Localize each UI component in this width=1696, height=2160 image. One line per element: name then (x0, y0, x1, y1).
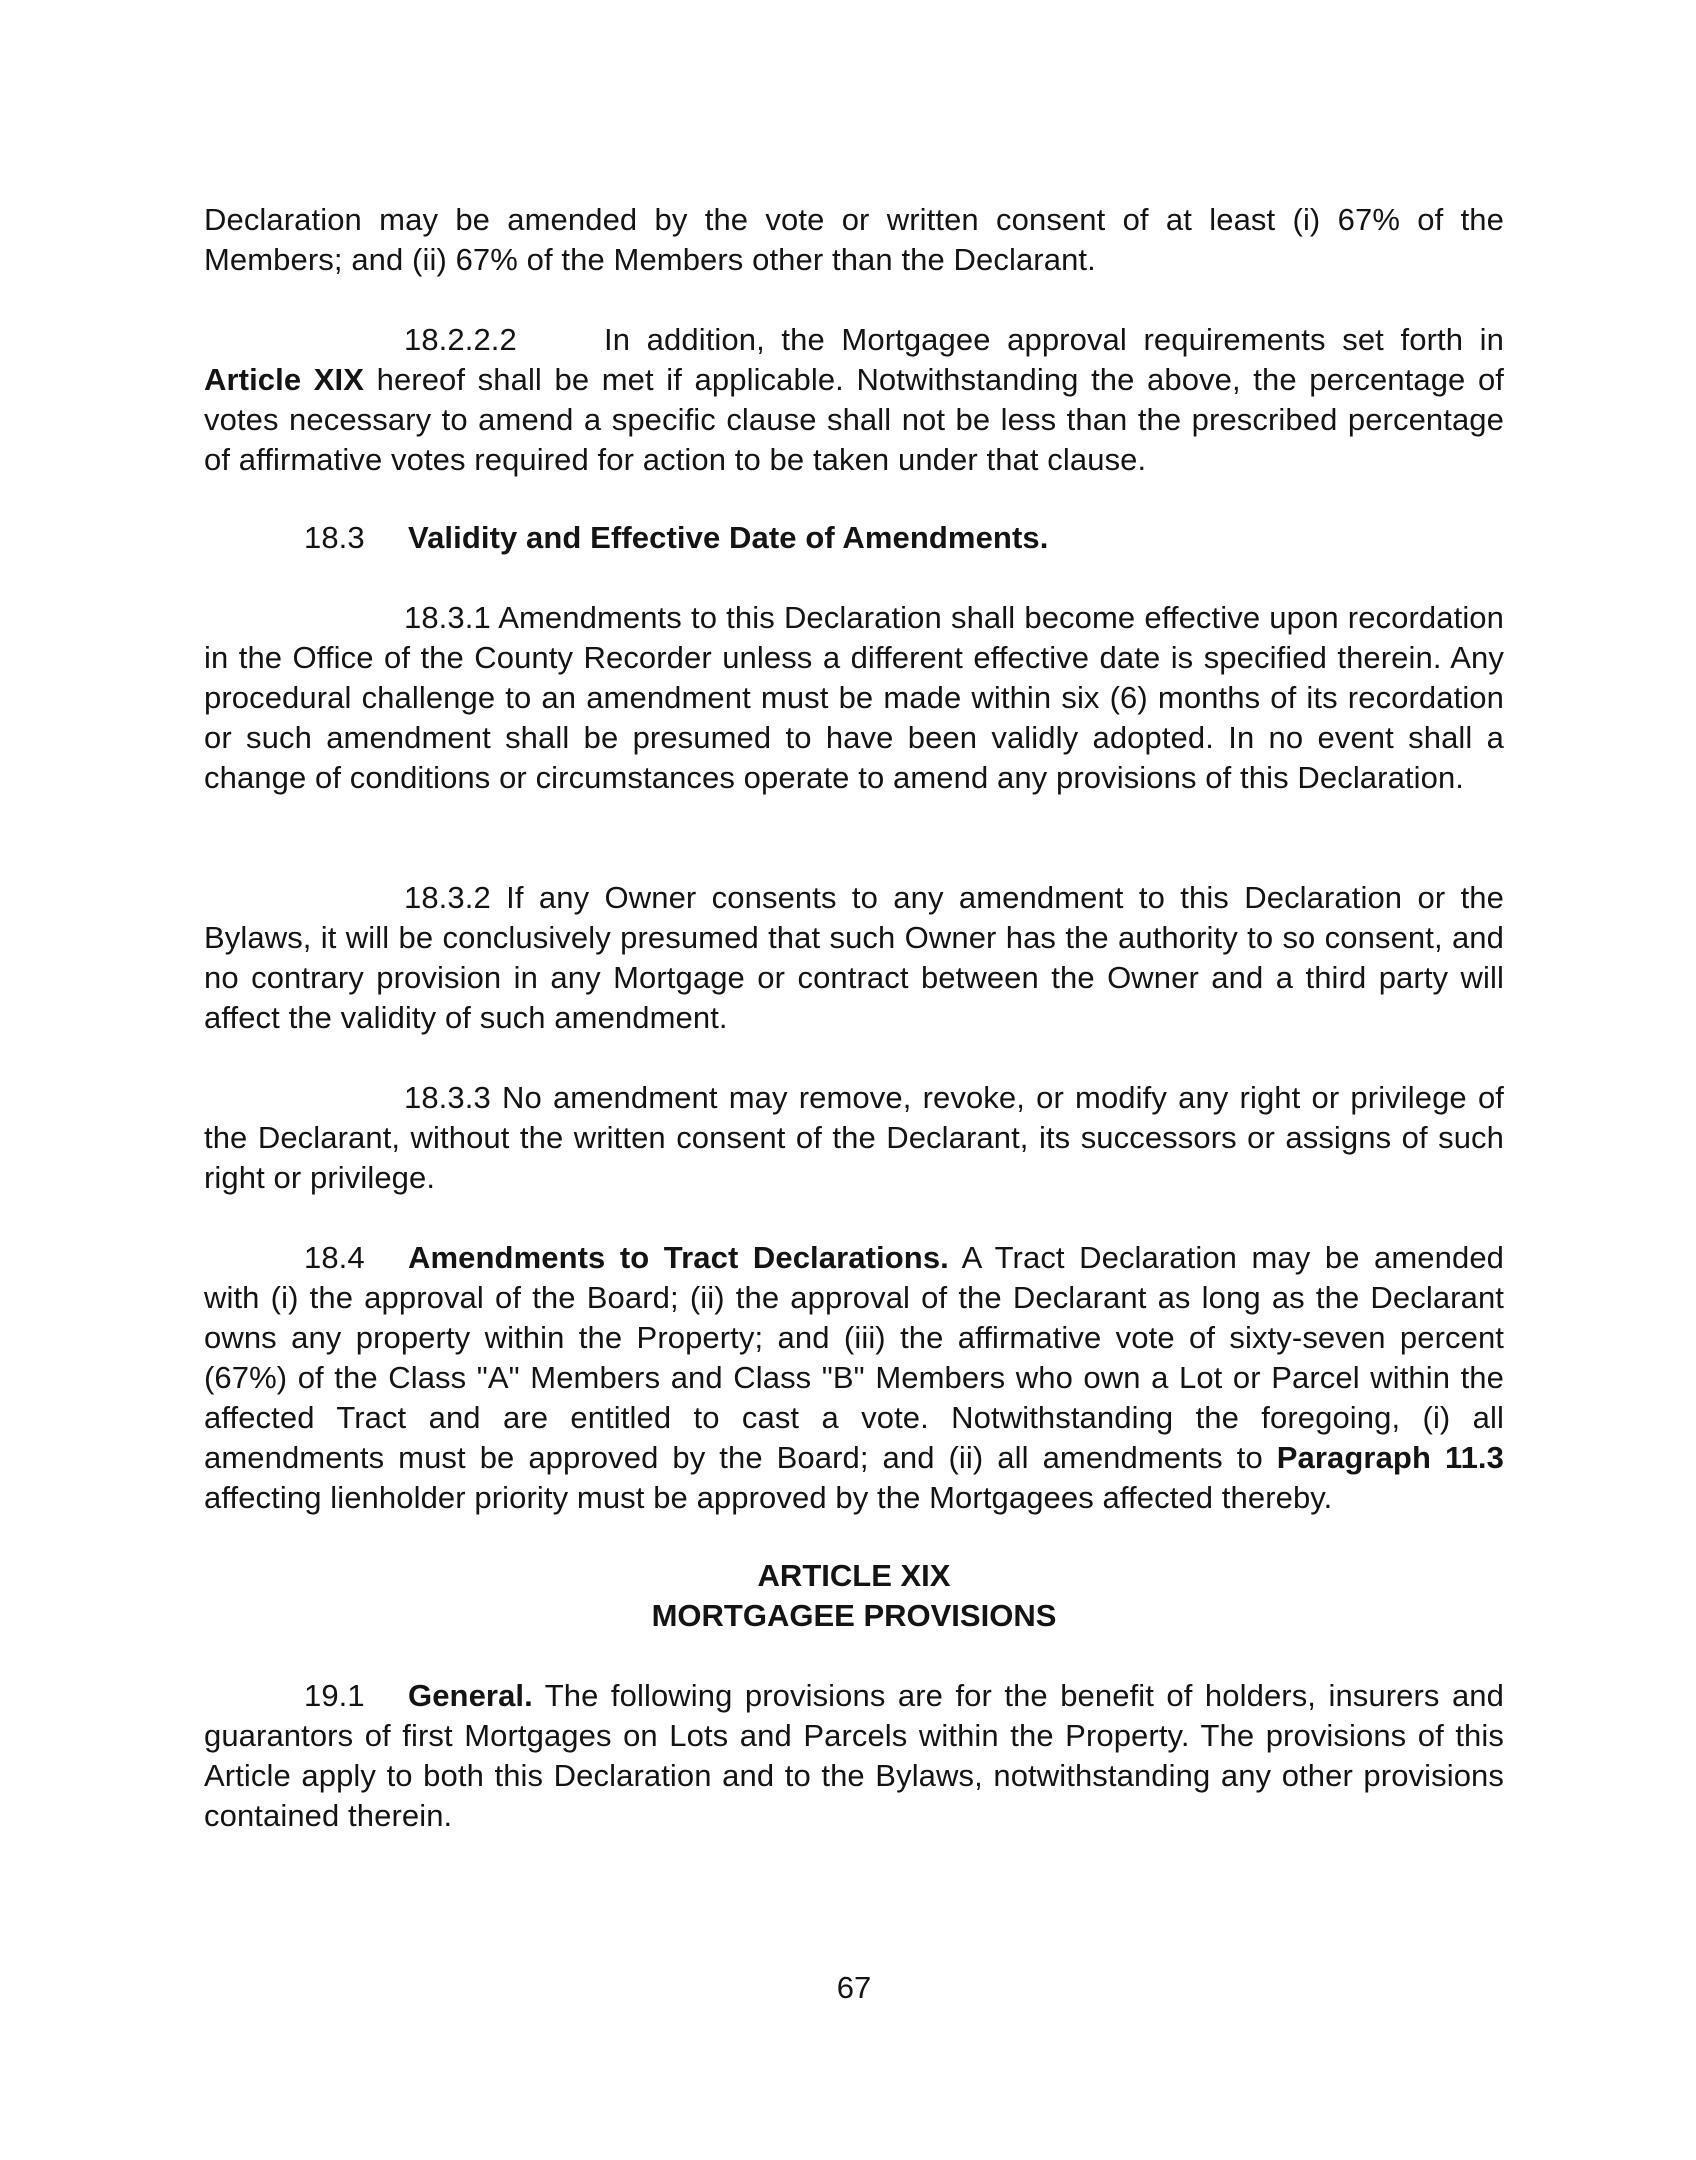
paragraph-text: A Tract Declaration may be amended with (i) the approval of the Board; (ii) the approval of the Declarant as long as the Declarant owns any property within the Property; and (iii) the affirmative vote of sixty-seven percent (67%) of the Class "A" Members and Class "B" Members who own a Lot or Parcel within the affected Tract and are entitled to cast a vote. Notwithstanding the foregoing, (i) all amendments must be approved by the Board; and (ii) all amendments to (204, 1240, 1504, 1475)
section-number: 18.3.1 (404, 600, 491, 635)
paragraph-18-3-3 (204, 1078, 1504, 1198)
paragraph-18-2-2-2 (204, 320, 1504, 480)
section-title: Amendments to Tract Declarations. (408, 1240, 949, 1275)
section-number: 18.2.2.2 (404, 322, 517, 357)
paragraph-intro (204, 200, 1504, 280)
section-title: Validity and Effective Date of Amendments. (408, 520, 1049, 555)
section-number: 18.3 (304, 520, 365, 555)
paragraph-text: If any Owner consents to any amendment to this Declaration or the Bylaws, it will be conclusively presumed that such Owner has the authority to so consent, and no contrary provision in any Mortgage or contract between the Owner and a third party will affect the validity of such amendment. (204, 880, 1504, 1035)
article-number: ARTICLE XIX (757, 1558, 951, 1593)
section-heading-18-3 (204, 518, 1504, 558)
paragraph-text: No amendment may remove, revoke, or modify any right or privilege of the Declarant, without the written consent of the Declarant, its successors or assigns of such right or privilege. (204, 1080, 1504, 1195)
paragraph-text: affecting lienholder priority must be approved by the Mortgagees affected thereby. (204, 1480, 1333, 1515)
paragraph-text: hereof shall be met if applicable. Notwithstanding the above, the percentage of votes necessary to amend a specific clause shall not be less than the prescribed percentage of affirmative votes required for action to be taken under that clause. (204, 362, 1504, 477)
section-title: General. (408, 1678, 533, 1713)
section-number: 19.1 (304, 1678, 365, 1713)
paragraph-intro-text: Declaration may be amended by the vote or written consent of at least (i) 67% of the Members; and (ii) 67% of the Members other than the Declarant. (204, 202, 1504, 277)
paragraph-18-4 (204, 1238, 1504, 1518)
paragraph-18-3-1 (204, 598, 1504, 798)
document-page (204, 0, 1504, 2160)
paragraph-19-1 (204, 1676, 1504, 1836)
section-number: 18.3.3 (404, 1080, 491, 1115)
paragraph-text: In addition, the Mortgagee approval requirements set forth in (604, 322, 1504, 357)
section-number: 18.3.2 (404, 880, 491, 915)
article-reference: Article XIX (204, 362, 365, 397)
paragraph-reference: Paragraph 11.3 (1276, 1440, 1504, 1475)
paragraph-text: The following provisions are for the benefit of holders, insurers and guarantors of first Mortgages on Lots and Parcels within the Property. The provisions of this Article apply to both this Declaration and to the Bylaws, notwithstanding any other provisions contained therein. (204, 1678, 1504, 1833)
section-number: 18.4 (304, 1240, 365, 1275)
paragraph-18-3-2 (204, 878, 1504, 1038)
paragraph-text: Amendments to this Declaration shall become effective upon recordation in the Office of the County Recorder unless a different effective date is specified therein. Any procedural challenge to an amendment must be made within six (6) months of its recordation or such amendment shall be presumed to have been validly adopted. In no event shall a change of conditions or circumstances operate to amend any provisions of this Declaration. (204, 600, 1504, 795)
page-number: 67 (836, 1970, 872, 2005)
article-title: MORTGAGEE PROVISIONS (651, 1598, 1057, 1633)
